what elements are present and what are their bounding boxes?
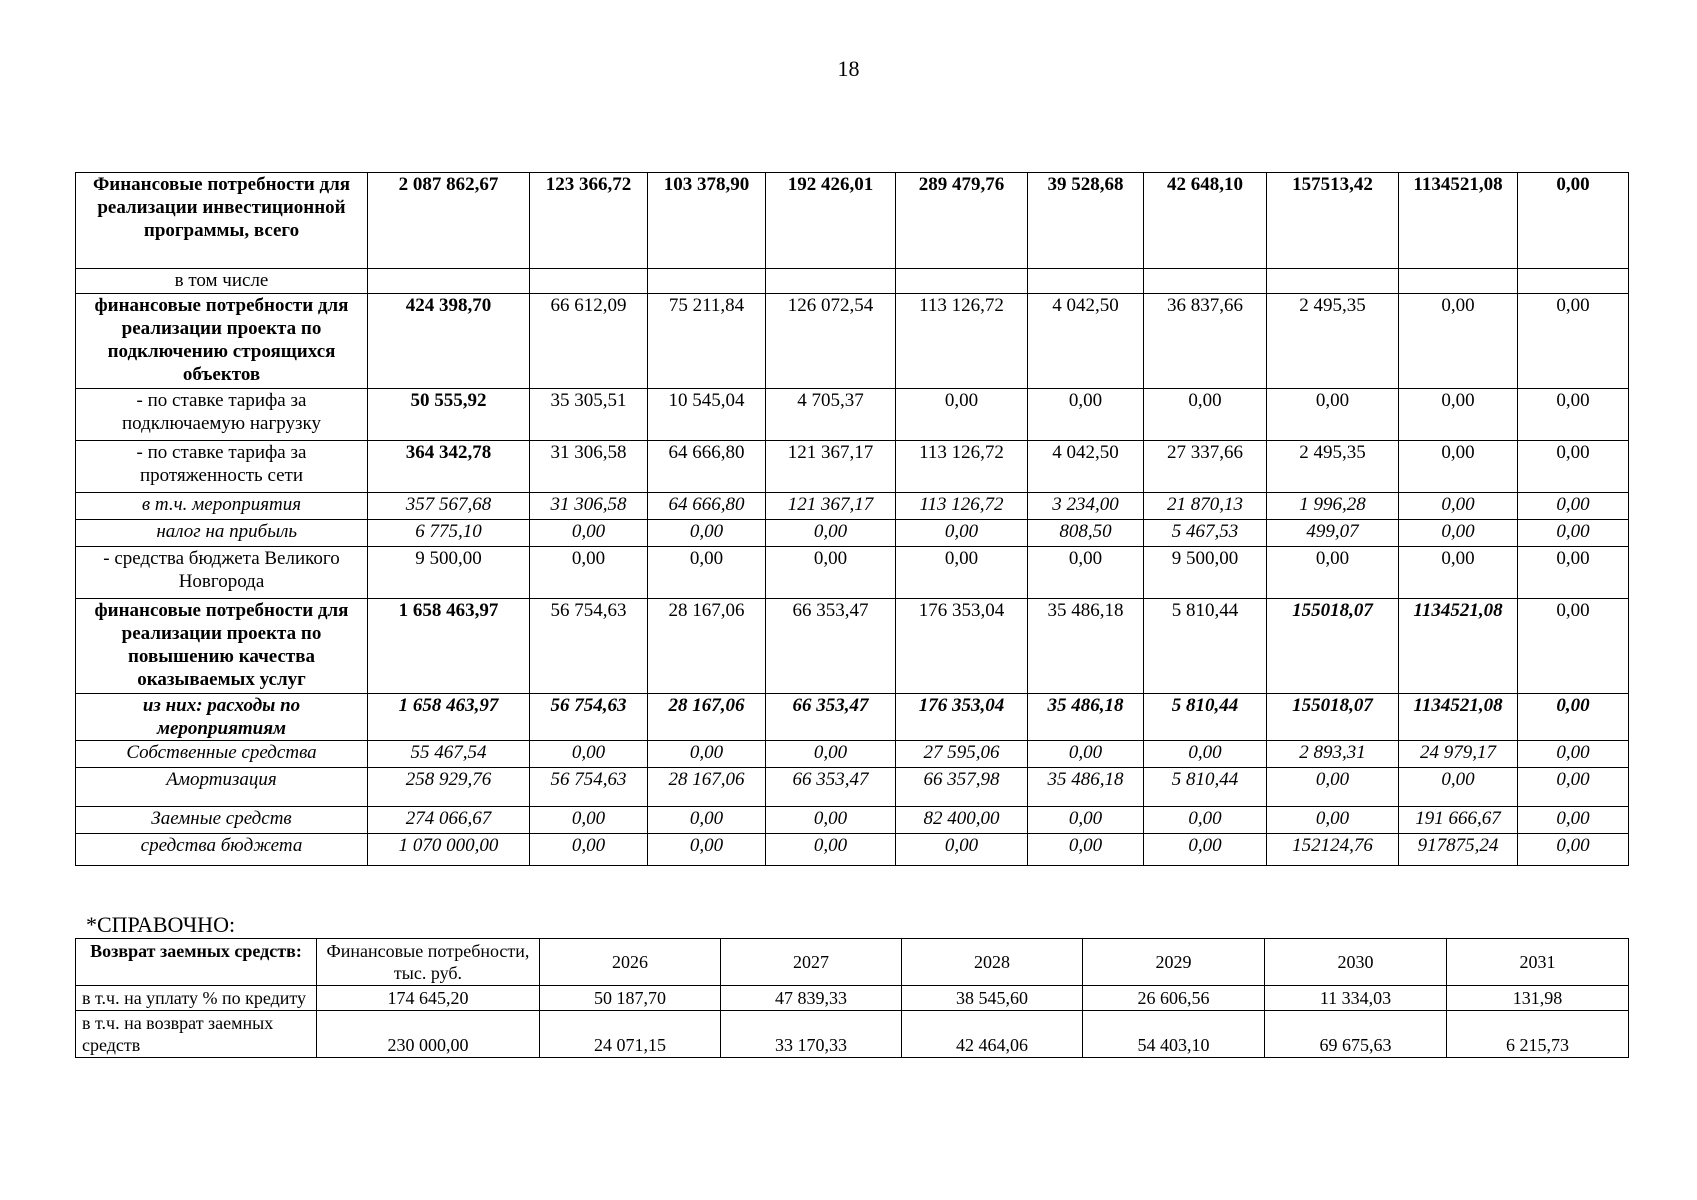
- row-label: Заемные средств: [76, 807, 368, 834]
- table-cell: 0,00: [896, 834, 1028, 866]
- ref-row-principal: [76, 1011, 1629, 1058]
- table-cell: 0,00: [1518, 520, 1629, 547]
- table-cell: 28 167,06: [648, 599, 766, 694]
- row-label: в т.ч. мероприятия: [76, 493, 368, 520]
- table-cell: [1028, 269, 1144, 294]
- table-cell: 0,00: [766, 741, 896, 768]
- table-cell: 289 479,76: [896, 173, 1028, 269]
- table-cell: 0,00: [1028, 741, 1144, 768]
- table-cell: 0,00: [1144, 807, 1267, 834]
- table-cell: 9 500,00: [368, 547, 530, 599]
- reference-note-title: *СПРАВОЧНО:: [86, 912, 236, 937]
- table-cell: 274 066,67: [368, 807, 530, 834]
- table-row: [76, 173, 1629, 269]
- table-row: [76, 834, 1629, 866]
- ref-row-need: 230 000,00: [317, 1011, 540, 1058]
- row-label: Амортизация: [76, 768, 368, 807]
- row-label: Финансовые потребности для реализации инвестиционной программы, всего: [76, 173, 368, 269]
- table-cell: 66 353,47: [766, 768, 896, 807]
- table-cell: 35 486,18: [1028, 768, 1144, 807]
- table-cell: 66 612,09: [530, 294, 648, 389]
- table-cell: 1 070 000,00: [368, 834, 530, 866]
- row-label: - по ставке тарифа за подключаемую нагрузку: [76, 389, 368, 441]
- table-cell: 0,00: [1267, 547, 1399, 599]
- ref-cell: 47 839,33: [721, 986, 902, 1011]
- table-cell: [1267, 269, 1399, 294]
- table-cell: 113 126,72: [896, 441, 1028, 493]
- table-cell: 3 234,00: [1028, 493, 1144, 520]
- table-cell: 64 666,80: [648, 441, 766, 493]
- row-label: финансовые потребности для реализации проекта по подключению строящихся объектов: [76, 294, 368, 389]
- table-cell: 66 357,98: [896, 768, 1028, 807]
- table-cell: 4 042,50: [1028, 294, 1144, 389]
- table-cell: 66 353,47: [766, 694, 896, 741]
- page-number: 18: [837, 56, 860, 81]
- table-cell: 42 648,10: [1144, 173, 1267, 269]
- table-cell: 0,00: [766, 807, 896, 834]
- ref-cell: 50 187,70: [540, 986, 721, 1011]
- table-cell: 0,00: [1267, 389, 1399, 441]
- table-row: [76, 520, 1629, 547]
- table-cell: 0,00: [1518, 834, 1629, 866]
- table-cell: 0,00: [530, 741, 648, 768]
- table-cell: 0,00: [766, 520, 896, 547]
- ref-cell: 54 403,10: [1083, 1011, 1265, 1058]
- table-cell: 0,00: [1518, 493, 1629, 520]
- table-cell: 0,00: [896, 520, 1028, 547]
- table-cell: 5 467,53: [1144, 520, 1267, 547]
- ref-row-need: 174 645,20: [317, 986, 540, 1011]
- table-cell: 0,00: [1399, 389, 1518, 441]
- table-cell: 35 305,51: [530, 389, 648, 441]
- table-cell: 0,00: [1144, 741, 1267, 768]
- ref-year-2027: 2027: [721, 939, 902, 986]
- table-cell: 75 211,84: [648, 294, 766, 389]
- table-cell: [766, 269, 896, 294]
- ref-cell: 38 545,60: [902, 986, 1083, 1011]
- ref-cell: 11 334,03: [1265, 986, 1447, 1011]
- table-cell: 123 366,72: [530, 173, 648, 269]
- ref-row-interest: [76, 986, 1629, 1011]
- row-label: - по ставке тарифа за протяженность сети: [76, 441, 368, 493]
- table-row: [76, 493, 1629, 520]
- table-cell: 0,00: [1518, 441, 1629, 493]
- table-cell: 2 893,31: [1267, 741, 1399, 768]
- table-cell: 103 378,90: [648, 173, 766, 269]
- loan-repayment-table: [75, 938, 1629, 1058]
- table-cell: 424 398,70: [368, 294, 530, 389]
- table-cell: [1399, 269, 1518, 294]
- table-cell: 27 337,66: [1144, 441, 1267, 493]
- table-cell: 31 306,58: [530, 441, 648, 493]
- ref-cell: 6 215,73: [1447, 1011, 1629, 1058]
- table-cell: [1518, 269, 1629, 294]
- table-row: [76, 694, 1629, 741]
- table-cell: 82 400,00: [896, 807, 1028, 834]
- table-cell: 0,00: [1399, 520, 1518, 547]
- table-cell: 0,00: [648, 807, 766, 834]
- ref-cell: 42 464,06: [902, 1011, 1083, 1058]
- ref-year-2031: 2031: [1447, 939, 1629, 986]
- ref-row-label: в т.ч. на возврат заемных средств: [76, 1011, 317, 1058]
- table-cell: 0,00: [530, 834, 648, 866]
- ref-header-need: Финансовые потребности, тыс. руб.: [317, 939, 540, 986]
- table-cell: 56 754,63: [530, 694, 648, 741]
- ref-header-label: Возврат заемных средств:: [76, 939, 317, 986]
- table-cell: 917875,24: [1399, 834, 1518, 866]
- table-cell: 499,07: [1267, 520, 1399, 547]
- table-cell: 56 754,63: [530, 599, 648, 694]
- table-cell: 0,00: [1518, 768, 1629, 807]
- table-cell: 0,00: [1399, 547, 1518, 599]
- table-cell: 121 367,17: [766, 441, 896, 493]
- ref-cell: 33 170,33: [721, 1011, 902, 1058]
- table-cell: 24 979,17: [1399, 741, 1518, 768]
- ref-cell: 24 071,15: [540, 1011, 721, 1058]
- table-cell: 0,00: [1144, 834, 1267, 866]
- table-cell: 4 705,37: [766, 389, 896, 441]
- table-cell: 0,00: [648, 547, 766, 599]
- table-cell: 113 126,72: [896, 294, 1028, 389]
- table-cell: 0,00: [1518, 694, 1629, 741]
- table-cell: 1134521,08: [1399, 694, 1518, 741]
- table-cell: [896, 269, 1028, 294]
- table-row: [76, 599, 1629, 694]
- table-cell: 0,00: [1267, 807, 1399, 834]
- table-cell: 21 870,13: [1144, 493, 1267, 520]
- table-cell: 6 775,10: [368, 520, 530, 547]
- table-cell: 1 658 463,97: [368, 599, 530, 694]
- table-cell: 121 367,17: [766, 493, 896, 520]
- table-cell: 5 810,44: [1144, 768, 1267, 807]
- table-cell: 39 528,68: [1028, 173, 1144, 269]
- table-cell: 0,00: [530, 807, 648, 834]
- table-cell: 31 306,58: [530, 493, 648, 520]
- table-cell: 113 126,72: [896, 493, 1028, 520]
- table-cell: 0,00: [1399, 441, 1518, 493]
- table-cell: 176 353,04: [896, 694, 1028, 741]
- table-cell: 2 087 862,67: [368, 173, 530, 269]
- table-row: [76, 768, 1629, 807]
- table-cell: [1144, 269, 1267, 294]
- table-cell: 5 810,44: [1144, 694, 1267, 741]
- table-cell: 4 042,50: [1028, 441, 1144, 493]
- table-cell: 0,00: [1518, 807, 1629, 834]
- table-cell: 0,00: [1399, 493, 1518, 520]
- table-cell: 0,00: [1028, 807, 1144, 834]
- row-label: средства бюджета: [76, 834, 368, 866]
- table-row: [76, 741, 1629, 768]
- table-cell: 35 486,18: [1028, 694, 1144, 741]
- table-row: [76, 269, 1629, 294]
- table-cell: 192 426,01: [766, 173, 896, 269]
- table-cell: 0,00: [896, 389, 1028, 441]
- table-cell: 0,00: [1028, 389, 1144, 441]
- table-row: [76, 547, 1629, 599]
- table-row: [76, 294, 1629, 389]
- table-cell: 0,00: [1518, 389, 1629, 441]
- ref-row-label: в т.ч. на уплату % по кредиту: [76, 986, 317, 1011]
- table-cell: [648, 269, 766, 294]
- table-cell: 155018,07: [1267, 599, 1399, 694]
- table-cell: 808,50: [1028, 520, 1144, 547]
- ref-year-2029: 2029: [1083, 939, 1265, 986]
- table-cell: 0,00: [648, 520, 766, 547]
- table-cell: 0,00: [1518, 599, 1629, 694]
- table-cell: 0,00: [1518, 741, 1629, 768]
- table-cell: 176 353,04: [896, 599, 1028, 694]
- table-cell: 191 666,67: [1399, 807, 1518, 834]
- table-cell: 0,00: [648, 741, 766, 768]
- ref-cell: 26 606,56: [1083, 986, 1265, 1011]
- table-cell: 1 658 463,97: [368, 694, 530, 741]
- table-cell: 50 555,92: [368, 389, 530, 441]
- ref-cell: 131,98: [1447, 986, 1629, 1011]
- ref-year-2030: 2030: [1265, 939, 1447, 986]
- table-cell: 36 837,66: [1144, 294, 1267, 389]
- table-cell: 0,00: [766, 547, 896, 599]
- row-label: - средства бюджета Великого Новгорода: [76, 547, 368, 599]
- table-cell: 258 929,76: [368, 768, 530, 807]
- table-cell: 55 467,54: [368, 741, 530, 768]
- ref-cell: 69 675,63: [1265, 1011, 1447, 1058]
- table-cell: 0,00: [648, 834, 766, 866]
- table-cell: 28 167,06: [648, 768, 766, 807]
- table-cell: 2 495,35: [1267, 294, 1399, 389]
- table-cell: 1 996,28: [1267, 493, 1399, 520]
- table-cell: 0,00: [1399, 294, 1518, 389]
- table-cell: 10 545,04: [648, 389, 766, 441]
- table-cell: 9 500,00: [1144, 547, 1267, 599]
- table-cell: 357 567,68: [368, 493, 530, 520]
- table-cell: 1134521,08: [1399, 599, 1518, 694]
- row-label: Собственные средства: [76, 741, 368, 768]
- table-row: [76, 807, 1629, 834]
- table-cell: 152124,76: [1267, 834, 1399, 866]
- table-cell: 0,00: [1518, 173, 1629, 269]
- table-cell: [368, 269, 530, 294]
- row-label: из них: расходы по мероприятиям: [76, 694, 368, 741]
- table-cell: 66 353,47: [766, 599, 896, 694]
- table-cell: 0,00: [530, 520, 648, 547]
- table-cell: 56 754,63: [530, 768, 648, 807]
- table-cell: 0,00: [766, 834, 896, 866]
- table-cell: 1134521,08: [1399, 173, 1518, 269]
- table-cell: 0,00: [896, 547, 1028, 599]
- table-cell: 157513,42: [1267, 173, 1399, 269]
- table-cell: 5 810,44: [1144, 599, 1267, 694]
- ref-year-2028: 2028: [902, 939, 1083, 986]
- table-cell: 64 666,80: [648, 493, 766, 520]
- table-cell: 0,00: [1518, 547, 1629, 599]
- table-cell: 0,00: [1518, 294, 1629, 389]
- table-cell: 0,00: [1028, 547, 1144, 599]
- table-cell: 364 342,78: [368, 441, 530, 493]
- table-cell: 2 495,35: [1267, 441, 1399, 493]
- table-row: [76, 441, 1629, 493]
- row-label: в том числе: [76, 269, 368, 294]
- investment-needs-table: [75, 172, 1629, 866]
- table-cell: 0,00: [530, 547, 648, 599]
- table-cell: 27 595,06: [896, 741, 1028, 768]
- table-cell: 155018,07: [1267, 694, 1399, 741]
- table-cell: 0,00: [1144, 389, 1267, 441]
- ref-header-row: [76, 939, 1629, 986]
- table-cell: 126 072,54: [766, 294, 896, 389]
- row-label: налог на прибыль: [76, 520, 368, 547]
- table-cell: 0,00: [1028, 834, 1144, 866]
- table-cell: 0,00: [1267, 768, 1399, 807]
- table-cell: 0,00: [1399, 768, 1518, 807]
- row-label: финансовые потребности для реализации проекта по повышению качества оказываемых услуг: [76, 599, 368, 694]
- ref-year-2026: 2026: [540, 939, 721, 986]
- table-cell: 28 167,06: [648, 694, 766, 741]
- table-cell: [530, 269, 648, 294]
- table-row: [76, 389, 1629, 441]
- table-cell: 35 486,18: [1028, 599, 1144, 694]
